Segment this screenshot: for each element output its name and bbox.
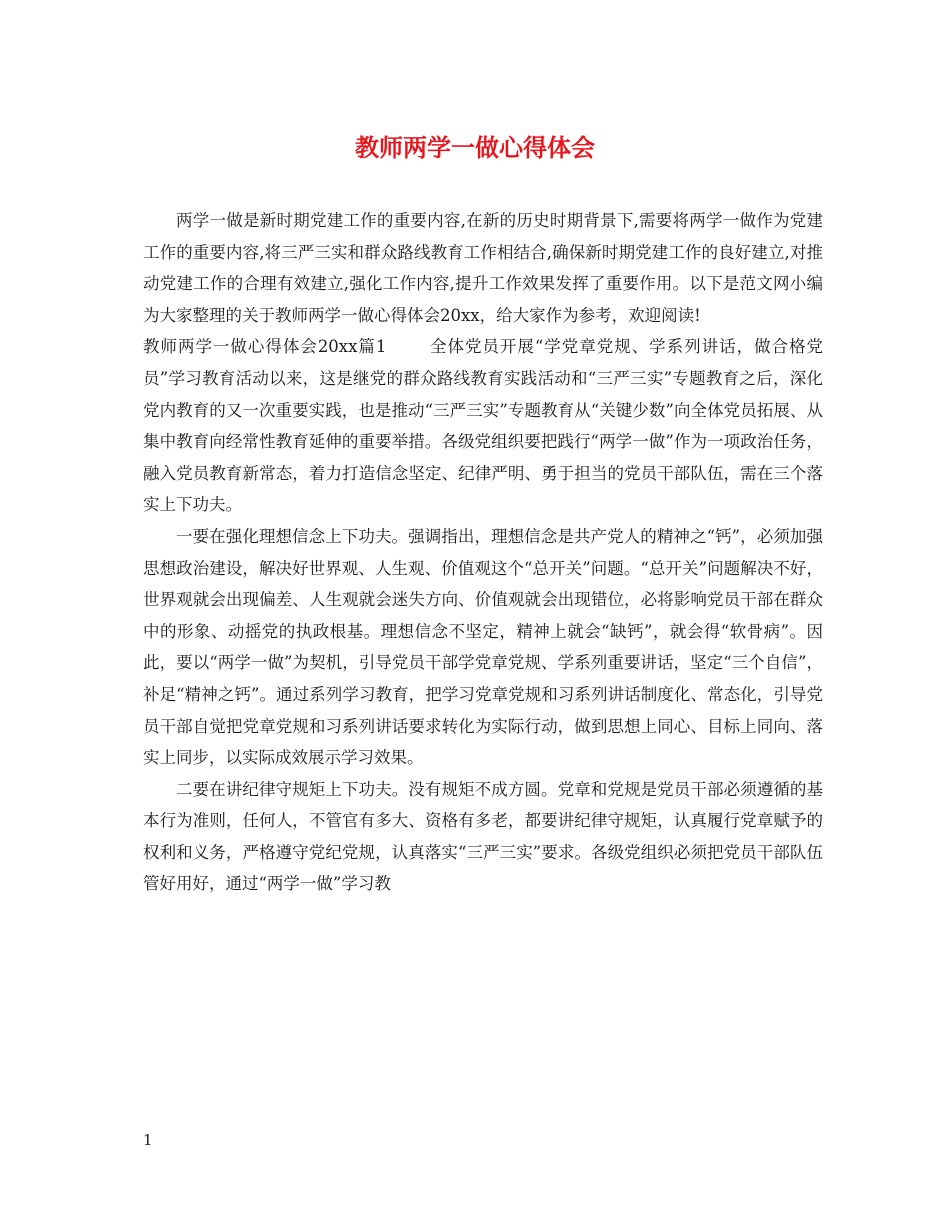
document-body: [143, 205, 823, 900]
document-title: 教师两学一做心得体会: [355, 133, 595, 162]
intro-paragraph: 两学一做是新时期党建工作的重要内容,在新的历史时期背景下,需要将两学一做作为党建工作的重要内容,将三严三实和群众路线教育工作相结合,确保新时期党建工作的良好建立,对推动党建工作的合理有效建立,强化工作内容,提升工作效果发挥了重要作用。以下是范文网小编为大家整理的关于教师两学一做心得体会20xx，给大家作为参考，欢迎阅读!: [143, 211, 823, 325]
body-paragraph-1: 一要在强化理想信念上下功夫。强调指出，理想信念是共产党人的精神之“钙”，必须加强思想政治建设，解决好世界观、人生观、价值观这个“总开关”问题。“总开关”问题解决不好，世界观就会出现偏差、人生观就会迷失方向、价值观就会出现错位，必将影响党员干部在群众中的形象、动摇党的执政根基。理想信念不坚定，精神上就会“缺钙”，就会得“软骨病”。因此，要以“两学一做”为契机，引导党员干部学党章党规、学系列重要讲话，坚定“三个自信”，补足“精神之钙”。通过系列学习教育，把学习党章党规和习系列讲话制度化、常态化，引导党员干部自觉把党章党规和习系列讲话要求转化为实际行动，做到思想上同心、目标上同向、落实上同步，以实际成效展示学习效果。: [143, 526, 823, 768]
section-paragraph: [143, 331, 823, 521]
heading-gap: [386, 337, 430, 356]
body-paragraph-2: 二要在讲纪律守规矩上下功夫。没有规矩不成方圆。党章和党规是党员干部必须遵循的基本行为准则，任何人，不管官有多大、资格有多老，都要讲纪律守规矩，认真履行党章赋予的权利和义务，严格遵守党纪党规，认真落实“三严三实”要求。各级党组织必须把党员干部队伍管好用好，通过“两学一做”学习教: [143, 779, 823, 894]
section-lead: 全体党员开展“学党章党规、学系列讲话，做合格党员”学习教育活动以来，这是继党的群众路线教育实践活动和“三严三实”专题教育之后，深化党内教育的又一次重要实践，也是推动“三严三实”专题教育从“关键少数”向全体党员拓展、从集中教育向经常性教育延伸的重要举措。各级党组织要把践行“两学一做”作为一项政治任务，融入党员教育新常态，着力打造信念坚定、纪律严明、勇于担当的党员干部队伍，需在三个落实上下功夫。: [143, 337, 824, 515]
page-number: 1: [143, 1131, 153, 1149]
section-heading: 教师两学一做心得体会20xx篇1: [143, 337, 387, 357]
